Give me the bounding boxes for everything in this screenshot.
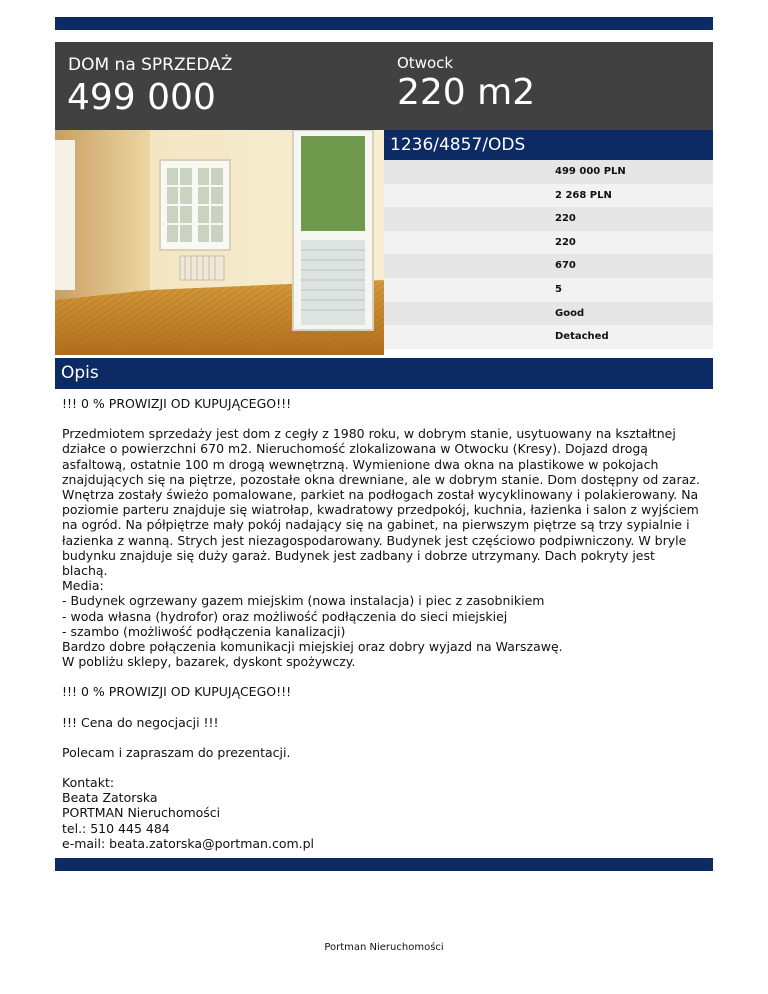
description-paragraph: !!! Cena do negocjacji !!!: [62, 714, 219, 730]
city-label: Otwock: [397, 54, 454, 72]
detail-row: [384, 231, 713, 255]
description-header-bar: [55, 358, 713, 389]
description-paragraph: Polecam i zapraszam do prezentacji.: [62, 744, 291, 760]
detail-value: Good: [555, 307, 585, 319]
detail-row: [384, 302, 713, 326]
detail-row: [384, 160, 713, 184]
detail-value: 499 000 PLN: [555, 166, 626, 177]
description-title: Opis: [61, 363, 99, 383]
description-paragraph: !!! 0 % PROWIZJI OD KUPUJĄCEGO!!!: [62, 396, 292, 411]
details-table: [384, 160, 713, 349]
detail-row: [384, 278, 713, 302]
detail-row: [384, 254, 713, 278]
detail-value: 5: [555, 283, 562, 295]
price-value: 499 000: [67, 77, 216, 118]
footer-text: Portman Nieruchomości: [324, 942, 444, 953]
detail-value: Detached: [555, 331, 609, 343]
description-paragraph: !!! 0 % PROWIZJI OD KUPUJĄCEGO!!!: [62, 684, 292, 700]
detail-row: [384, 184, 713, 208]
detail-value: 220: [555, 236, 576, 248]
bottom-divider-bar: [55, 858, 713, 871]
detail-value: 220: [555, 213, 576, 225]
property-photo: [55, 130, 384, 355]
detail-row: [384, 207, 713, 231]
listing-header: [55, 42, 713, 130]
description-paragraph: Przedmiotem sprzedaży jest dom z cegły z 1980 roku, w dobrym stanie, usytuowany na kształtnej działce o powierzchni 670 m2. Nieruchomość zlokalizowana w Otwocku (Kresy). Dojazd drogą asfaltową, ostatnie 100 m drogą wewnętrzną. Wymienione dwa okna na plastikowe w pokojach znajdujących się na piętrze, pozostałe okna drewniane, ale w dobrym stanie. Dom dostępny od zaraz. Wnętrza zostały świeżo pomalowane, parkiet na podłogach został wycyklinowany i polakierowany. Na poziomie parteru znajduje się wiatrołap, kwadratowy przedpokój, kuchnia, łazienka i salon z wyjściem na ogród. Na półpiętrze mały pokój nadający się na gabinet, na pierwszym piętrze są trzy sypialnie i łazienka z wanną. Strych jest niezagospodarowany. Budynek jest częściowo podpiwniczony. W bryle budynku znajduje się duży garaż. Budynek jest zadbany i dobrze utrzymany. Dach pokryty jest blachą. Media: - Budynek ogrzewany gazem miejskim (nowa instalacja) i piec z zasobnikiem - woda własna (hydrofor) oraz możliwość podłączenia do sieci miejskiej - szambo (możliwość podłączenia kanalizacji) Bardzo dobre połączenia komunikacji miejskiej oraz dobry wyjazd na Warszawę. W pobliżu sklepy, bazarek, dyskont spożywczy.: [62, 426, 700, 670]
detail-row: [384, 325, 713, 349]
contact-paragraph: Kontakt: Beata Zatorska PORTMAN Nieruchomości tel.: 510 445 484 e-mail: beata.zatorska@portman.com.pl: [62, 775, 315, 851]
area-value: 220 m2: [397, 72, 536, 113]
top-divider-bar: [55, 17, 713, 30]
offer-id: 1236/4857/ODS: [390, 135, 526, 155]
offer-id-bar: [384, 130, 713, 160]
detail-value: 2 268 PLN: [555, 189, 612, 201]
detail-value: 670: [555, 260, 576, 272]
property-type-label: DOM na SPRZEDAŻ: [68, 55, 233, 75]
description-body: [62, 396, 702, 866]
